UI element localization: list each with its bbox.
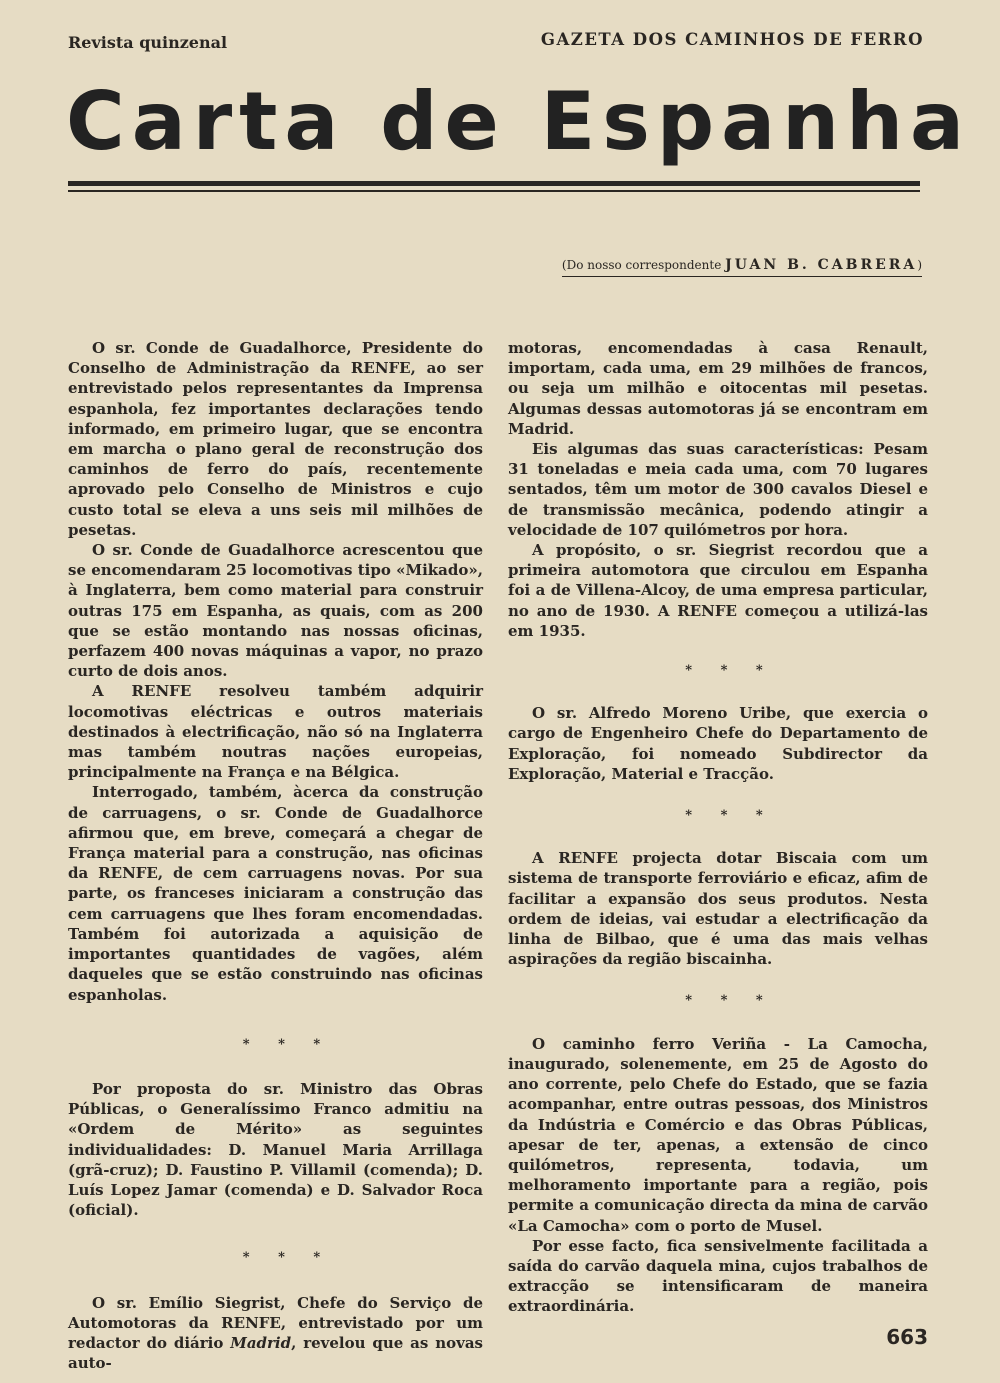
paragraph: A RENFE resolveu também adquirir locomotivas eléctricas e outros materiais destinados à electrificação, não só na Inglaterra mas também noutras nações europeias, principalmente na França e na Bélgica. [68,682,483,782]
paragraph: Por esse facto, fica sensivelmente facilitada a saída do carvão daquela mina, cujos trabalhos de extracção se intensificaram de maneira extraordinária. [508,1236,928,1316]
paragraph: Por proposta do sr. Ministro das Obras Públicas, o Generalíssimo Franco admitiu na «Ordem de Mérito» as seguintes individualidades: D. Manuel Maria Arrillaga (grã-cruz); D. Faustino P. Villamil (comenda); D. Luís Lopez Jamar (comenda) e D. Salvador Roca (oficial). [68,1079,483,1220]
title-rule-thin [68,190,920,192]
paragraph: motoras, encomendadas à casa Renault, importam, cada uma, em 29 milhões de francos, ou seja um milhão e oitocentas mil pesetas. Algumas dessas automotoras já se encontram em Madrid. [508,339,928,438]
section-separator: * * * [685,663,775,679]
paragraph: O caminho ferro Veriña - La Camocha, inaugurado, solenemente, em 25 de Agosto do ano corrente, pelo Chefe do Estado, que se fazia acompanhar, entre outras pessoas, dos Ministros da Indústria e Comércio e das Obras Públicas, apesar de ter, apenas, a extensão de cinco quilómetros, representa, todavia, um melhoramento importante para a região, pois permite a comunicação directa da mina de carvão «La Camocha» com o porto de Musel. [508,1034,928,1235]
section-separator: * * * [242,1250,333,1266]
paragraph-text: , revelou que as novas auto- [68,1333,483,1373]
header-subtitle: Revista quinzenal [68,33,228,52]
right-column [508,338,928,1317]
left-column [68,338,483,1373]
paragraph: O sr. Conde de Guadalhorce acrescentou que se encomendaram 25 locomotivas tipo «Mikado», à Inglaterra, bem como material para construir outras 175 em Espanha, as quais, com as 200 que se estão montando nas nossas oficinas, perfazem 400 novas máquinas a vapor, no prazo curto de dois anos. [68,541,483,681]
paragraph: A RENFE projecta dotar Biscaia com um sistema de transporte ferroviário e eficaz, afim de facilitar a expansão dos seus produtos. Nesta ordem de ideias, vai estudar a electrificação da linha de Bilbao, que é uma das mais velhas aspirações da região biscainha. [508,849,928,969]
byline [562,257,922,277]
page-number: 663 [886,1325,928,1349]
paragraph [68,1293,483,1374]
section-separator: * * * [242,1036,333,1052]
newspaper-name: Madrid [230,1333,292,1352]
byline-suffix: ) [917,258,922,272]
paragraph: Interrogado, também, àcerca da construção de carruagens, o sr. Conde de Guadalhorce afirmou que, em breve, começará a chegar de França material para a construção, nas oficinas da RENFE, de cem carruagens novas. Por sua parte, os franceses iniciaram a construção das cem carruagens que lhes foram encomendadas. Também foi autorizada a aquisição de importantes quantidades de vagões, além daqueles que se estão construindo nas oficinas espanholas. [68,783,483,1004]
header-publication-name: GAZETA DOS CAMINHOS DE FERRO [540,30,924,49]
paragraph: O sr. Alfredo Moreno Uribe, que exercia o cargo de Engenheiro Chefe do Departamento de Exploração, foi nomeado Subdirector da Exploração, Material e Tracção. [508,704,928,783]
paragraph: O sr. Conde de Guadalhorce, Presidente do Conselho de Administração da RENFE, ao ser entrevistado pelos representantes da Imprensa espanhola, fez importantes declarações tendo informado, em primeiro lugar, que se encontra em marcha o plano geral de reconstrução dos caminhos de ferro do país, recentemente aprovado pelo Conselho de Ministros e cujo custo total se eleva a uns seis mil milhões de pesetas. [68,339,483,539]
paragraph-text: O sr. Emílio Siegrist, Chefe do Serviço de Automotoras da RENFE, entrevistado por um redactor do diário [68,1293,483,1352]
article-title: Carta de Espanha [66,75,972,168]
section-separator: * * * [685,808,775,824]
byline-author: JUAN B. CABRERA [725,257,918,273]
byline-prefix: (Do nosso correspondente [561,258,722,272]
paragraph: Eis algumas das suas características: Pesam 31 toneladas e meia cada uma, com 70 lugares sentados, têm um motor de 300 cavalos Diesel e de transmissão mecânica, podendo atingir a velocidade de 107 quilómetros por hora. [508,440,928,539]
paragraph: A propósito, o sr. Siegrist recordou que a primeira automotora que circulou em Espanha foi a de Villena-Alcoy, de uma empresa particular, no ano de 1930. A RENFE começou a utilizá-las em 1935. [508,541,928,640]
title-rule-thick [68,181,920,186]
section-separator: * * * [685,993,775,1009]
